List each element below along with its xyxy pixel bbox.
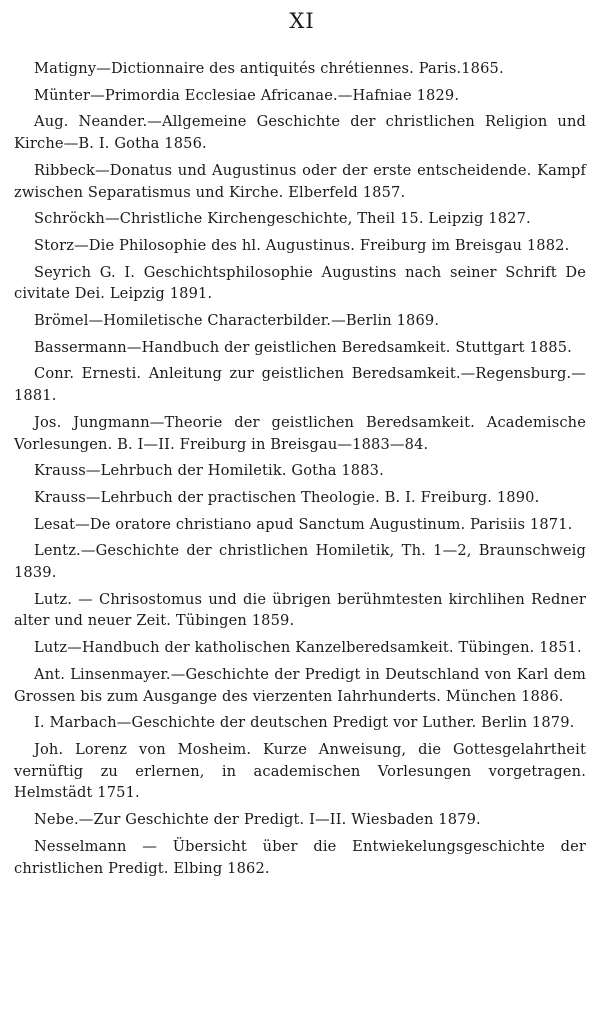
bibliography-entry: Seyrich G. I. Geschichtsphilosophie Augustins nach seiner Schrift De civitate Dei. Leipzig 1891. xyxy=(14,263,586,303)
bibliography-entry: Ribbeck—Donatus und Augustinus oder der erste entscheidende. Kampf zwischen Separatismus und Kirche. Elberfeld 1857. xyxy=(14,161,586,201)
bibliography-entry: Nebe.—Zur Geschichte der Predigt. I—II. Wiesbaden 1879. xyxy=(34,811,481,829)
bibliography-entry: Krauss—Lehrbuch der practischen Theologie. B. I. Freiburg. 1890. xyxy=(34,488,540,506)
bibliography-entry: Lutz—Handbuch der katholischen Kanzelberedsamkeit. Tübingen. 1851. xyxy=(34,639,582,657)
bibliography-entry: Lutz. — Chrisostomus und die übrigen berühmtesten kirchlihen Redner alter und neuer Zeit. Tübingen 1859. xyxy=(14,590,586,630)
bibliography-entry: Lesat—De oratore christiano apud Sanctum Augustinum. Parisiis 1871. xyxy=(34,515,573,533)
bibliography-entry: Ant. Linsenmayer.—Geschichte der Predigt in Deutschland von Karl dem Grossen bis zum Ausgange des vierzenten Iahrhunderts. München 1886. xyxy=(14,665,586,705)
bibliography-entry: Lentz.—Geschichte der christlichen Homiletik, Th. 1—2, Braunschweig 1839. xyxy=(14,542,586,582)
bibliography-entry: Krauss—Lehrbuch der Homiletik. Gotha 1883. xyxy=(34,462,384,480)
page-number: XI xyxy=(289,9,315,33)
bibliography-entry: Aug. Neander.—Allgemeine Geschichte der christlichen Religion und Kirche—B. I. Gotha 1856. xyxy=(14,113,586,153)
bibliography-entry: Bassermann—Handbuch der geistlichen Beredsamkeit. Stuttgart 1885. xyxy=(34,338,572,356)
bibliography-entry: Joh. Lorenz von Mosheim. Kurze Anweisung, die Gottesgelahrtheit vernüftig zu erlernen, in academischen Vorlesungen vorgetragen. Helmstädt 1751. xyxy=(14,740,586,802)
bibliography-entry: Schröckh—Christliche Kirchengeschichte, Theil 15. Leipzig 1827. xyxy=(34,210,531,228)
bibliography-entry: Münter—Primordia Ecclesiae Africanae.—Hafniae 1829. xyxy=(34,86,460,104)
bibliography-entry: Matigny—Dictionnaire des antiquités chrétiennes. Paris.1865. xyxy=(34,60,504,77)
bibliography-entry: Storz—Die Philosophie des hl. Augustinus. Freiburg im Breisgau 1882. xyxy=(34,236,570,254)
bibliography-entry: Nesselmann — Übersicht über die Entwiekelungsgeschichte der christlichen Predigt. Elbing 1862. xyxy=(14,837,586,877)
bibliography-list xyxy=(14,58,586,884)
bibliography-entry: Jos. Jungmann—Theorie der geistlichen Beredsamkeit. Academische Vorlesungen. B. I—II. Freiburg in Breisgau—1883—84. xyxy=(14,413,586,453)
bibliography-entry: Conr. Ernesti. Anleitung zur geistlichen Beredsamkeit.—Regensburg.— 1881. xyxy=(14,365,586,405)
bibliography-entry: I. Marbach—Geschichte der deutschen Predigt vor Luther. Berlin 1879. xyxy=(34,714,575,732)
bibliography-entry: Brömel—Homiletische Characterbilder.—Berlin 1869. xyxy=(34,312,440,330)
